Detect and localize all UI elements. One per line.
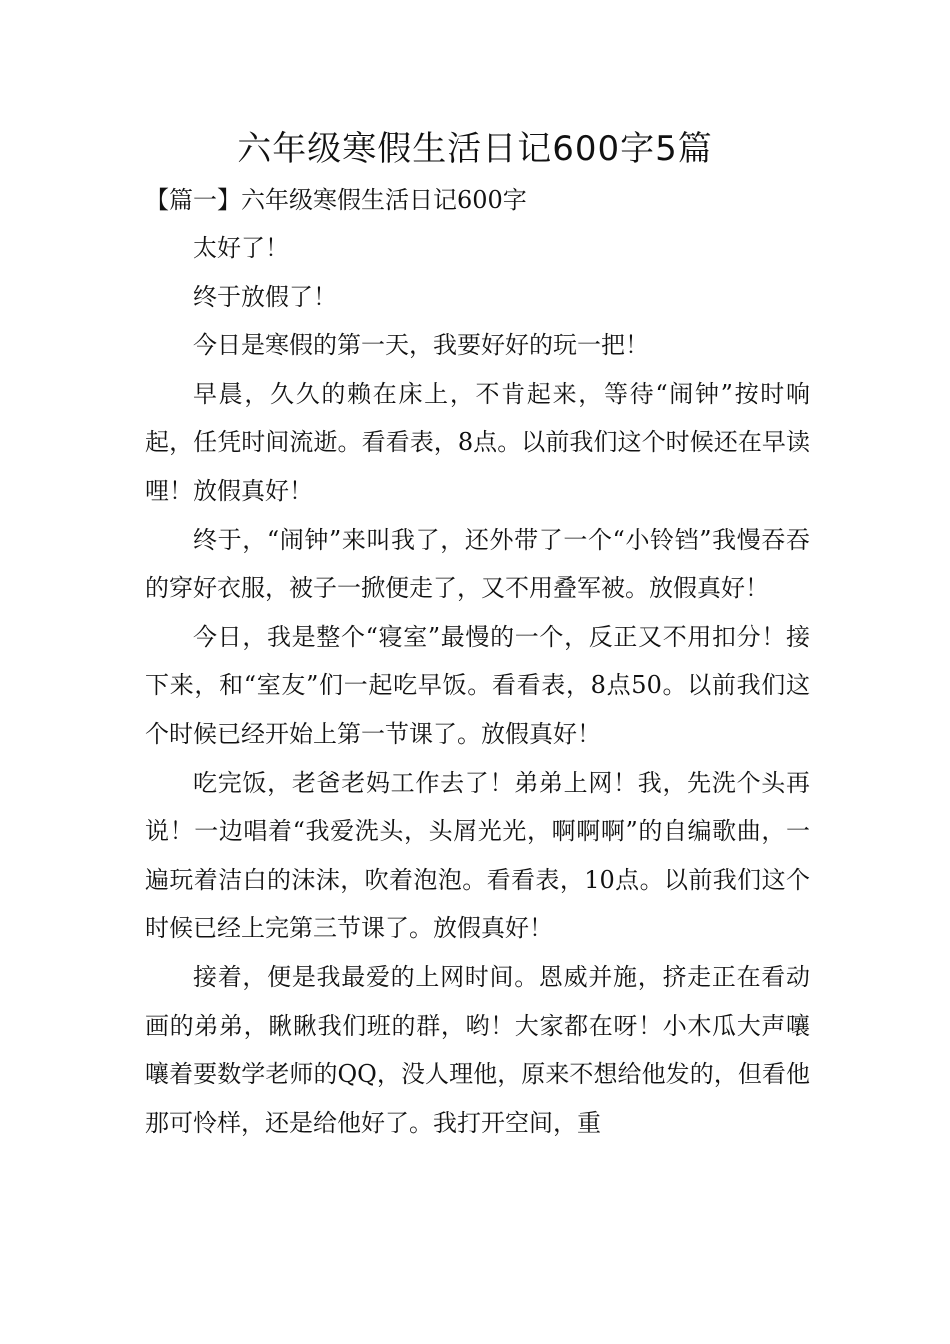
page-title: 六年级寒假生活日记600字5篇 [237,129,713,169]
paragraph: 今日，我是整个“寝室”最慢的一个，反正又不用扣分！接下来，和“室友”们一起吃早饭。看看表，8点50。以前我们这个时候已经开始上第一节课了。放假真好！ [145,622,810,748]
paragraph: 终于放假了！ [193,282,337,311]
paragraph: 吃完饭，老爸老妈工作去了！弟弟上网！我，先洗个头再说！一边唱着“我爱洗头，头屑光光，啊啊啊”的自编歌曲，一遍玩着洁白的沫沫，吹着泡泡。看看表，10点。以前我们这个时候已经上完第三节课了。放假真好！ [145,768,810,943]
section-heading: 【篇一】六年级寒假生活日记600字 [145,186,527,214]
paragraph: 今日是寒假的第一天，我要好好的玩一把！ [193,331,649,360]
paragraph: 太好了！ [193,234,289,262]
paragraph: 终于，“闹钟”来叫我了，还外带了一个“小铃铛”我慢吞吞的穿好衣服，被子一掀便走了，又不用叠军被。放假真好！ [145,525,810,603]
paragraph: 接着，便是我最爱的上网时间。恩威并施，挤走正在看动画的弟弟，瞅瞅我们班的群，哟！大家都在呀！小木瓜大声嚷嚷着要数学老师的QQ，没人理他，原来不想给他发的，但看他那可怜样，还是给他好了。我打开空间，重 [145,962,810,1137]
body-text [145,224,810,1147]
paragraph: 早晨，久久的赖在床上，不肯起来，等待“闹钟”按时响起，任凭时间流逝。看看表，8点。以前我们这个时候还在早读哩！放假真好！ [145,379,810,505]
